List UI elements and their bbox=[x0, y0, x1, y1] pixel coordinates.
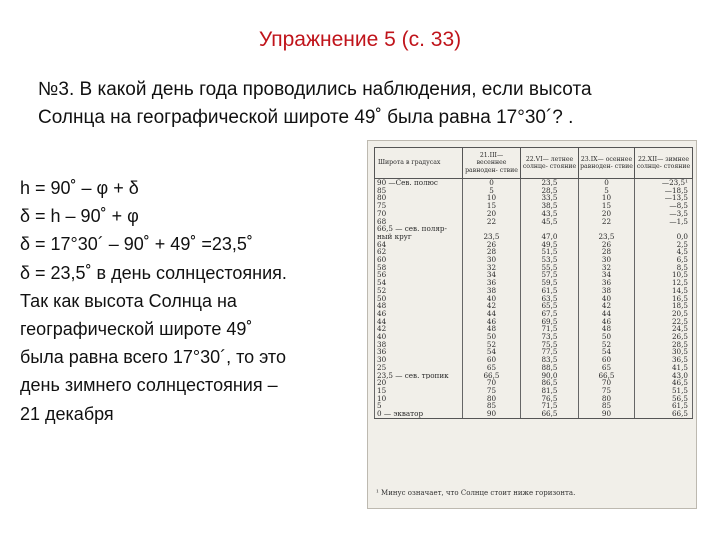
table-cell-value: 23,5 bbox=[463, 233, 521, 241]
table-cell-value bbox=[463, 225, 521, 233]
slide-title: Упражнение 5 (с. 33) bbox=[258, 28, 462, 51]
table-cell-value: 67,5 bbox=[521, 310, 579, 318]
table-cell-latitude: 46 bbox=[375, 310, 463, 318]
table-row bbox=[375, 402, 693, 410]
table-cell-value: 15 bbox=[579, 202, 635, 210]
table-cell-value: 81,5 bbox=[521, 387, 579, 395]
table-cell-value: 90 bbox=[463, 410, 521, 418]
table-cell-latitude: 44 bbox=[375, 318, 463, 326]
table-row bbox=[375, 279, 693, 287]
solution-line: δ = 17°30´ – 90˚ + 49˚ =23,5˚ bbox=[20, 234, 253, 255]
table-cell-value: 10 bbox=[579, 194, 635, 202]
table-cell-value: 66,5 bbox=[521, 410, 579, 418]
solution-line: h = 90˚ – φ + δ bbox=[20, 178, 139, 198]
table-cell-latitude: 10 bbox=[375, 395, 463, 403]
table-cell-value: 43,5 bbox=[521, 210, 579, 218]
table-cell-value: 63,5 bbox=[521, 295, 579, 303]
table-body bbox=[375, 179, 693, 419]
table-cell-value: 26 bbox=[463, 241, 521, 249]
header-latitude: Широта в градусах bbox=[375, 148, 463, 179]
table-cell-value: 45,5 bbox=[521, 218, 579, 226]
table-cell-latitude: 64 bbox=[375, 241, 463, 249]
table-row bbox=[375, 348, 693, 356]
table-cell-value: 38 bbox=[463, 287, 521, 295]
table-row bbox=[375, 256, 693, 264]
table-footnote: ¹ Минус означает, что Солнце стоит ниже горизонта. bbox=[376, 489, 576, 497]
header-autumn-equinox: 23.IX— осеннее равноден- ствие bbox=[579, 148, 635, 179]
table-cell-value: 48 bbox=[463, 325, 521, 333]
table-row bbox=[375, 225, 693, 233]
table-row bbox=[375, 410, 693, 418]
table-cell-value: 49,5 bbox=[521, 241, 579, 249]
solution-line: 21 декабря bbox=[20, 403, 114, 424]
table-cell-latitude: 38 bbox=[375, 341, 463, 349]
table-cell-value: —23,5¹ bbox=[635, 179, 693, 187]
table-cell-value: 41,5 bbox=[635, 364, 693, 372]
table-cell-value: 16,5 bbox=[635, 295, 693, 303]
table-cell-value: 40 bbox=[463, 295, 521, 303]
table-cell-value bbox=[521, 225, 579, 233]
table-cell-value: 14,5 bbox=[635, 287, 693, 295]
table-cell-value: 0 bbox=[463, 179, 521, 187]
table-cell-value: 70 bbox=[579, 379, 635, 387]
table-cell-value: 32 bbox=[579, 264, 635, 272]
table-row bbox=[375, 210, 693, 218]
table-cell-value: 54 bbox=[579, 348, 635, 356]
table-cell-value: 46 bbox=[579, 318, 635, 326]
table-row bbox=[375, 271, 693, 279]
solution-line: δ = h – 90˚ + φ bbox=[20, 206, 139, 227]
table-cell-latitude: 70 bbox=[375, 210, 463, 218]
table-cell-latitude: 80 bbox=[375, 194, 463, 202]
table-cell-value bbox=[635, 225, 693, 233]
table-cell-value: 5 bbox=[579, 187, 635, 195]
table-cell-value: 43,0 bbox=[635, 372, 693, 380]
table-cell-value: 42 bbox=[463, 302, 521, 310]
table-cell-value: 23,5 bbox=[521, 179, 579, 187]
table-row bbox=[375, 372, 693, 380]
table-cell-value: 23,5 bbox=[579, 233, 635, 241]
table-cell-latitude: 58 bbox=[375, 264, 463, 272]
table-row bbox=[375, 302, 693, 310]
table-cell-latitude: 40 bbox=[375, 333, 463, 341]
table-row bbox=[375, 187, 693, 195]
table-cell-value: 54 bbox=[463, 348, 521, 356]
table-cell-value: 75 bbox=[463, 387, 521, 395]
table-cell-latitude: 60 bbox=[375, 256, 463, 264]
table-row bbox=[375, 241, 693, 249]
table-cell-value: 6,5 bbox=[635, 256, 693, 264]
table-cell-latitude: 23,5 — сев. тропик bbox=[375, 372, 463, 380]
table-cell-value: 48 bbox=[579, 325, 635, 333]
table-cell-value: 2,5 bbox=[635, 241, 693, 249]
table-row bbox=[375, 341, 693, 349]
table-cell-value: 52 bbox=[579, 341, 635, 349]
table-cell-value: 22 bbox=[463, 218, 521, 226]
header-winter-solstice: 22.XII— зимнее солнце- стояние bbox=[635, 148, 693, 179]
table-row bbox=[375, 218, 693, 226]
table-cell-value: 69,5 bbox=[521, 318, 579, 326]
table-cell-latitude: 25 bbox=[375, 364, 463, 372]
table-cell-latitude: 85 bbox=[375, 187, 463, 195]
table-row bbox=[375, 287, 693, 295]
table-row bbox=[375, 248, 693, 256]
solution-text bbox=[20, 174, 365, 428]
table-cell-latitude: ный круг bbox=[375, 233, 463, 241]
table-cell-value: 51,5 bbox=[635, 387, 693, 395]
table-cell-value: 85 bbox=[463, 402, 521, 410]
table-cell-value: 71,5 bbox=[521, 325, 579, 333]
table-cell-value: 51,5 bbox=[521, 248, 579, 256]
table-cell-value: 44 bbox=[579, 310, 635, 318]
table-cell-value: 38 bbox=[579, 287, 635, 295]
table-cell-value: —13,5 bbox=[635, 194, 693, 202]
table-cell-value: 0 bbox=[579, 179, 635, 187]
table-cell-value: 10 bbox=[463, 194, 521, 202]
table-cell-value: 38,5 bbox=[521, 202, 579, 210]
table-cell-value: 34 bbox=[463, 271, 521, 279]
task-line-2: Солнца на географической широте 49˚ была равна 17°30´? . bbox=[38, 107, 574, 128]
sun-altitude-table-scan bbox=[367, 140, 697, 509]
table-cell-value: 73,5 bbox=[521, 333, 579, 341]
table-cell-value: 57,5 bbox=[521, 271, 579, 279]
table-cell-value: 60 bbox=[463, 356, 521, 364]
table-row bbox=[375, 387, 693, 395]
table-row bbox=[375, 325, 693, 333]
table-row bbox=[375, 264, 693, 272]
table-row bbox=[375, 356, 693, 364]
table-cell-value: 60 bbox=[579, 356, 635, 364]
header-spring-equinox: 21.III— весеннее равноден- ствие bbox=[463, 148, 521, 179]
table-cell-value: 80 bbox=[579, 395, 635, 403]
table-cell-latitude: 36 bbox=[375, 348, 463, 356]
table-cell-value: 50 bbox=[463, 333, 521, 341]
table-cell-value: 75,5 bbox=[521, 341, 579, 349]
table-cell-value: 66,5 bbox=[635, 410, 693, 418]
task-text bbox=[38, 76, 698, 132]
table-cell-latitude: 50 bbox=[375, 295, 463, 303]
table-cell-value: —1,5 bbox=[635, 218, 693, 226]
table-cell-value: 52 bbox=[463, 341, 521, 349]
solution-line: была равна всего 17°30´, то это bbox=[20, 347, 286, 368]
table-cell-value: 28,5 bbox=[521, 187, 579, 195]
table-cell-value: 20 bbox=[579, 210, 635, 218]
table-row bbox=[375, 379, 693, 387]
table-cell-value: 28,5 bbox=[635, 341, 693, 349]
table-cell-value: 83,5 bbox=[521, 356, 579, 364]
table-cell-latitude: 66,5 — сев. поляр- bbox=[375, 225, 463, 233]
table-row bbox=[375, 318, 693, 326]
solution-line: день зимнего солнцестояния – bbox=[20, 375, 278, 396]
table-cell-latitude: 42 bbox=[375, 325, 463, 333]
table-row bbox=[375, 295, 693, 303]
table-cell-value: 46,5 bbox=[635, 379, 693, 387]
table-cell-value: 71,5 bbox=[521, 402, 579, 410]
table-cell-value: 44 bbox=[463, 310, 521, 318]
table-cell-value: 53,5 bbox=[521, 256, 579, 264]
table-cell-latitude: 75 bbox=[375, 202, 463, 210]
table-cell-latitude: 0 — экватор bbox=[375, 410, 463, 418]
table-cell-value: 32 bbox=[463, 264, 521, 272]
table-cell-value: 56,5 bbox=[635, 395, 693, 403]
table-cell-value: 75 bbox=[579, 387, 635, 395]
table-cell-latitude: 56 bbox=[375, 271, 463, 279]
table-cell-value: 36,5 bbox=[635, 356, 693, 364]
table-row bbox=[375, 194, 693, 202]
table-cell-value: 33,5 bbox=[521, 194, 579, 202]
table-cell-value: 65 bbox=[579, 364, 635, 372]
table-cell-value: 65,5 bbox=[521, 302, 579, 310]
table-cell-value: 80 bbox=[463, 395, 521, 403]
table-row bbox=[375, 333, 693, 341]
table-cell-value: 90 bbox=[579, 410, 635, 418]
table-cell-value: 61,5 bbox=[521, 287, 579, 295]
table-row bbox=[375, 233, 693, 241]
table-cell-value: —3,5 bbox=[635, 210, 693, 218]
table-row bbox=[375, 310, 693, 318]
table-cell-value: 15 bbox=[463, 202, 521, 210]
table-row bbox=[375, 364, 693, 372]
table-cell-value: 30 bbox=[463, 256, 521, 264]
table-cell-value: 46 bbox=[463, 318, 521, 326]
table-cell-value: 20 bbox=[463, 210, 521, 218]
table-cell-value: 66,5 bbox=[579, 372, 635, 380]
table-cell-value: 28 bbox=[463, 248, 521, 256]
table-cell-value: 77,5 bbox=[521, 348, 579, 356]
table-cell-value: 18,5 bbox=[635, 302, 693, 310]
table-cell-value: 61,5 bbox=[635, 402, 693, 410]
table-cell-value: 88,5 bbox=[521, 364, 579, 372]
table-cell-value: —8,5 bbox=[635, 202, 693, 210]
table-cell-latitude: 30 bbox=[375, 356, 463, 364]
table-cell-value: 4,5 bbox=[635, 248, 693, 256]
solution-line: географической широте 49˚ bbox=[20, 319, 253, 340]
table-cell-latitude: 90 —Сев. полюс bbox=[375, 179, 463, 187]
table-cell-value: 22,5 bbox=[635, 318, 693, 326]
table-row bbox=[375, 202, 693, 210]
table-cell-value: 40 bbox=[579, 295, 635, 303]
table-cell-value: 36 bbox=[463, 279, 521, 287]
table-cell-value: 66,5 bbox=[463, 372, 521, 380]
solution-line: Так как высота Солнца на bbox=[20, 290, 237, 311]
table-cell-value: 85 bbox=[579, 402, 635, 410]
table-cell-value: 36 bbox=[579, 279, 635, 287]
table-cell-value: 42 bbox=[579, 302, 635, 310]
table-cell-value: 55,5 bbox=[521, 264, 579, 272]
table-cell-value: 65 bbox=[463, 364, 521, 372]
solution-line: δ = 23,5˚ в день солнцестояния. bbox=[20, 262, 287, 283]
table-cell-value bbox=[579, 225, 635, 233]
table-cell-value: 26 bbox=[579, 241, 635, 249]
table-cell-value: 12,5 bbox=[635, 279, 693, 287]
table-cell-latitude: 52 bbox=[375, 287, 463, 295]
table-cell-latitude: 54 bbox=[375, 279, 463, 287]
table-cell-latitude: 62 bbox=[375, 248, 463, 256]
table-cell-value: 76,5 bbox=[521, 395, 579, 403]
sun-altitude-table bbox=[374, 147, 693, 419]
header-summer-solstice: 22.VI— летнее солнце- стояние bbox=[521, 148, 579, 179]
table-cell-value: 26,5 bbox=[635, 333, 693, 341]
table-cell-latitude: 20 bbox=[375, 379, 463, 387]
table-cell-value: 34 bbox=[579, 271, 635, 279]
table-cell-value: 30 bbox=[579, 256, 635, 264]
table-row bbox=[375, 179, 693, 187]
table-cell-value: 10,5 bbox=[635, 271, 693, 279]
table-cell-latitude: 5 bbox=[375, 402, 463, 410]
table-cell-value: 47,0 bbox=[521, 233, 579, 241]
table-cell-value: 20,5 bbox=[635, 310, 693, 318]
table-cell-value: 59,5 bbox=[521, 279, 579, 287]
table-cell-value: 22 bbox=[579, 218, 635, 226]
table-cell-value: 0,0 bbox=[635, 233, 693, 241]
table-row bbox=[375, 395, 693, 403]
table-cell-value: 86,5 bbox=[521, 379, 579, 387]
table-cell-value: —18,5 bbox=[635, 187, 693, 195]
table-cell-value: 50 bbox=[579, 333, 635, 341]
table-cell-value: 28 bbox=[579, 248, 635, 256]
table-cell-value: 8,5 bbox=[635, 264, 693, 272]
table-cell-latitude: 68 bbox=[375, 218, 463, 226]
table-cell-value: 30,5 bbox=[635, 348, 693, 356]
table-header-row bbox=[375, 148, 693, 179]
table-cell-latitude: 15 bbox=[375, 387, 463, 395]
table-cell-value: 90,0 bbox=[521, 372, 579, 380]
table-cell-value: 5 bbox=[463, 187, 521, 195]
task-line-1: №3. В какой день года проводились наблюдения, если высота bbox=[38, 79, 592, 100]
table-cell-value: 24,5 bbox=[635, 325, 693, 333]
table-cell-value: 70 bbox=[463, 379, 521, 387]
table-cell-latitude: 48 bbox=[375, 302, 463, 310]
